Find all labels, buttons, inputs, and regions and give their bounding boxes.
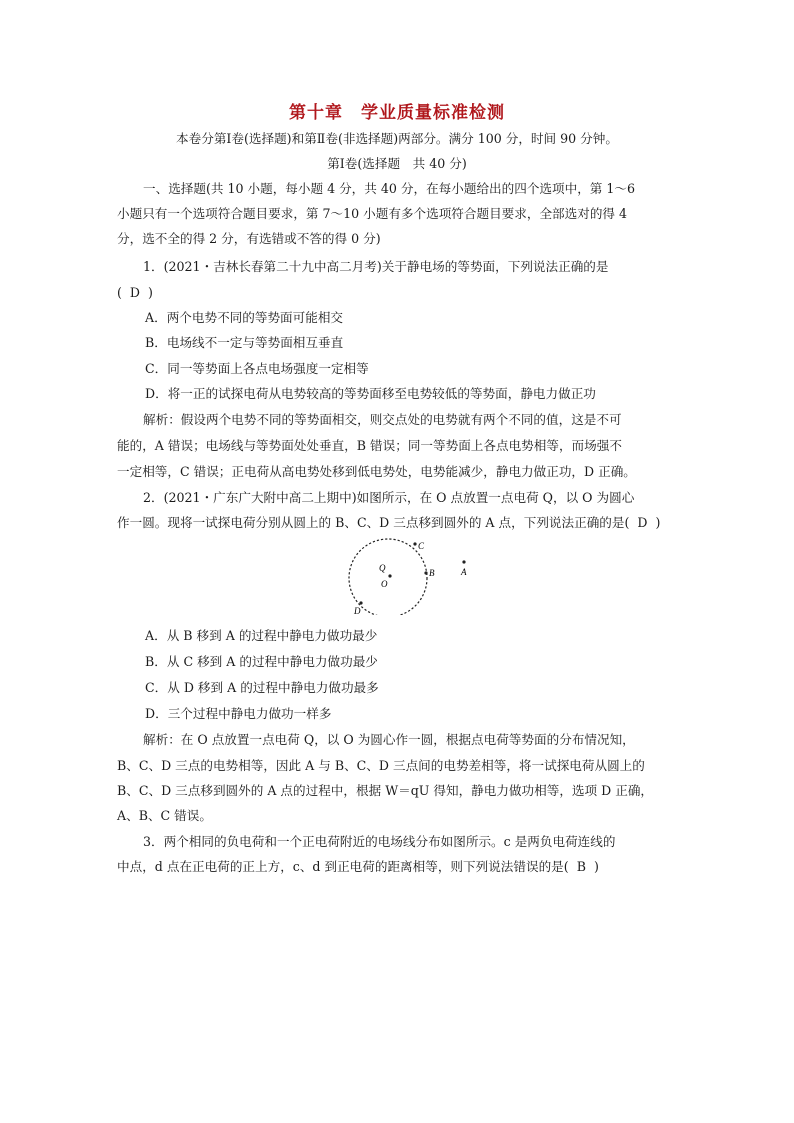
q1-answer-close: ) [148, 285, 153, 300]
q1-answer-open: ( [117, 285, 122, 300]
q3-stem [117, 859, 599, 875]
q2-option-d: D．三个过程中静电力做功一样多 [145, 706, 332, 721]
equipotential-circle-figure [340, 535, 480, 615]
label-d: D [354, 606, 361, 615]
q1-analysis-line: 解析：假设两个电势不同的等势面相交，则交点处的电势就有两个不同的值，这是不可 [143, 412, 622, 427]
q2-answer: D [637, 515, 648, 530]
point-o [388, 574, 391, 577]
q3-answer-close: ) [593, 859, 599, 874]
q2-stem [117, 515, 660, 531]
label-c: C [418, 541, 425, 551]
exam-intro: 本卷分第Ⅰ卷(选择题)和第Ⅱ卷(非选择题)两部分。满分 100 分，时间 90 分钟。 [176, 131, 618, 146]
part1-heading: 第Ⅰ卷(选择题 共 40 分) [327, 156, 467, 171]
q2-analysis-line: A、B、C 错误。 [117, 808, 212, 823]
q2-analysis-line: 解析：在 O 点放置一点电荷 Q，以 O 为圆心作一圆，根据点电荷等势面的分布情况知， [143, 732, 635, 747]
q2-analysis-line: B、C、D 三点的电势相等，因此 A 与 B、C、D 三点间的电势差相等，将一试探电荷从圆上的 [117, 758, 645, 773]
section-text-line: 一、选择题(共 10 小题，每小题 4 分，共 40 分，在每小题给出的四个选项中，第 1～6 [143, 181, 636, 196]
label-o: O [381, 579, 388, 589]
q2-option-c: C．从 D 移到 A 的过程中静电力做功最多 [145, 680, 379, 695]
q1-stem: 1．(2021・吉林长春第二十九中高二月考)关于静电场的等势面，下列说法正确的是 [143, 259, 609, 274]
section-text-line: 分，选不全的得 2 分，有选错或不答的得 0 分) [117, 231, 381, 246]
q2-stem: 2．(2021・广东广大附中高二上期中)如图所示，在 O 点放置一点电荷 Q，以 O 为圆心 [143, 490, 635, 505]
q1-option-b: B．电场线不一定与等势面相互垂直 [145, 335, 344, 350]
q2-stem-line: 作一圆。现将一试探电荷分别从圆上的 B、C、D 三点移到圆外的 A 点，下列说法正确的是( [117, 515, 630, 530]
q1-analysis-line: 一定相等，C 错误；正电荷从高电势处移到低电势处，电势能减少，静电力做正功，D 正确。 [117, 464, 636, 479]
label-b: B [429, 568, 435, 578]
point-c [413, 542, 416, 545]
section-text-line: 小题只有一个选项符合题目要求，第 7～10 小题有多个选项符合题目要求，全部选对的得 4 [117, 206, 628, 221]
q3-stem: 3．两个相同的负电荷和一个正电荷附近的电场线分布如图所示。c 是两负电荷连线的 [143, 834, 616, 849]
page-title: 第十章 学业质量标准检测 [289, 103, 505, 123]
q2-option-b: B．从 C 移到 A 的过程中静电力做功最少 [145, 654, 378, 669]
q1-answer: D [129, 285, 141, 300]
q2-analysis-line: B、C、D 三点移到圆外的 A 点的过程中，根据 W＝qU 得知，静电力做功相等，选项 D 正确， [117, 783, 654, 798]
point-d [359, 601, 362, 604]
q1-answer-line [117, 285, 153, 301]
q2-option-a: A．从 B 移到 A 的过程中静电力做功最少 [145, 628, 378, 643]
q3-answer: B [576, 859, 586, 874]
label-q: Q [379, 563, 386, 573]
point-b [424, 571, 427, 574]
point-a [462, 560, 465, 563]
q3-stem-line: 中点，d 点在正电荷的正上方，c、d 到正电荷的距离相等，则下列说法错误的是( [117, 859, 569, 874]
q1-option-a: A．两个电势不同的等势面可能相交 [145, 310, 344, 325]
q1-analysis-line: 能的，A 错误；电场线与等势面处处垂直，B 错误；同一等势面上各点电势相等，而场强不 [117, 438, 622, 453]
label-a: A [461, 567, 467, 577]
q1-option-c: C．同一等势面上各点电场强度一定相等 [145, 361, 369, 376]
q2-answer-close: ) [655, 515, 661, 530]
q1-option-d: D．将一正的试探电荷从电势较高的等势面移至电势较低的等势面，静电力做正功 [145, 386, 596, 401]
